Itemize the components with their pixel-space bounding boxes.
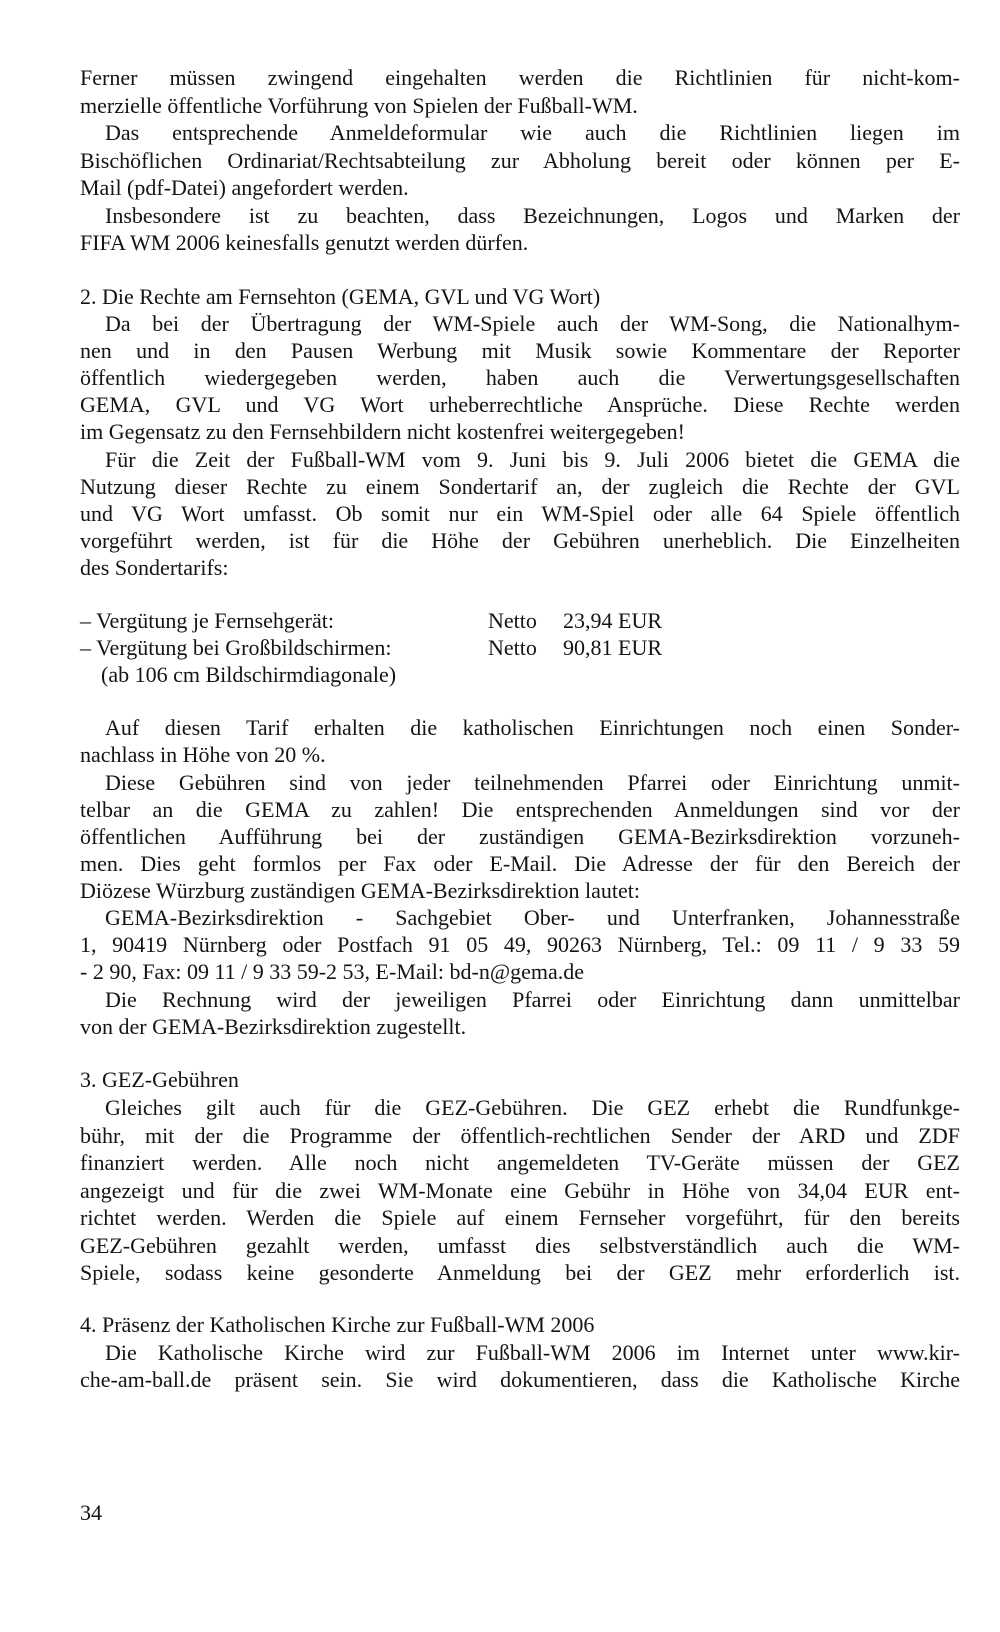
paragraph-line: nen und in den Pausen Werbung mit Musik sowie Kommentare der Reporter bbox=[80, 338, 960, 363]
paragraph-line: GEMA, GVL und VG Wort urheberrechtliche Ansprüche. Diese Rechte werden bbox=[80, 392, 960, 417]
paragraph-line: telbar an die GEMA zu zahlen! Die entsprechenden Anmeldungen sind vor der bbox=[80, 797, 960, 822]
intro-line: FIFA WM 2006 keinesfalls genutzt werden dürfen. bbox=[80, 230, 529, 255]
tarif-amount: 90,81 EUR bbox=[563, 635, 662, 660]
section-heading: 4. Präsenz der Katholischen Kirche zur Fußball-WM 2006 bbox=[80, 1312, 595, 1337]
address-line: - 2 90, Fax: 09 11 / 9 33 59-2 53, E-Mail: bd-n@gema.de bbox=[80, 959, 584, 984]
paragraph-line: nachlass in Höhe von 20 %. bbox=[80, 742, 326, 767]
paragraph-line: Da bei der Übertragung der WM-Spiele auch der WM-Song, die Nationalhym- bbox=[105, 311, 960, 336]
paragraph-line: des Sondertarifs: bbox=[80, 555, 229, 580]
paragraph-line: im Gegensatz zu den Fernsehbildern nicht kostenfrei weitergegeben! bbox=[80, 419, 685, 444]
paragraph-line: finanziert werden. Alle noch nicht angemeldeten TV-Geräte müssen der GEZ bbox=[80, 1150, 960, 1175]
page-number: 34 bbox=[80, 1500, 102, 1525]
intro-line: Das entsprechende Anmeldeformular wie auch die Richtlinien liegen im bbox=[105, 120, 960, 145]
address-line: 1, 90419 Nürnberg oder Postfach 91 05 49, 90263 Nürnberg, Tel.: 09 11 / 9 33 59 bbox=[80, 932, 960, 957]
paragraph-line: Spiele, sodass keine gesonderte Anmeldung bei der GEZ mehr erforderlich ist. bbox=[80, 1260, 960, 1285]
intro-line: Bischöflichen Ordinariat/Rechtsabteilung zur Abholung bereit oder können per E- bbox=[80, 148, 960, 173]
paragraph-line: öffentlich wiedergegeben werden, haben auch die Verwertungsgesellschaften bbox=[80, 365, 960, 390]
paragraph-line: Die Katholische Kirche wird zur Fußball-WM 2006 im Internet unter www.kir- bbox=[105, 1340, 960, 1365]
intro-line: Insbesondere ist zu beachten, dass Bezeichnungen, Logos und Marken der bbox=[105, 203, 960, 228]
section-heading: 3. GEZ-Gebühren bbox=[80, 1067, 239, 1092]
tarif-netto: Netto bbox=[488, 608, 537, 633]
tarif-amount: 23,94 EUR bbox=[563, 608, 662, 633]
paragraph-line: Für die Zeit der Fußball-WM vom 9. Juni bis 9. Juli 2006 bietet die GEMA die bbox=[105, 447, 960, 472]
paragraph-line: vorgeführt werden, ist für die Höhe der Gebühren unerheblich. Die Einzelheiten bbox=[80, 528, 960, 553]
paragraph-line: Auf diesen Tarif erhalten die katholischen Einrichtungen noch einen Sonder- bbox=[105, 715, 960, 740]
intro-line: Mail (pdf-Datei) angefordert werden. bbox=[80, 175, 409, 200]
paragraph-line: von der GEMA-Bezirksdirektion zugestellt. bbox=[80, 1014, 467, 1039]
paragraph-line: und VG Wort umfasst. Ob somit nur ein WM-Spiel oder alle 64 Spiele öffentlich bbox=[80, 501, 960, 526]
section-heading: 2. Die Rechte am Fernsehton (GEMA, GVL und VG Wort) bbox=[80, 284, 601, 309]
paragraph-line: GEZ-Gebühren gezahlt werden, umfasst dies selbstverständlich auch die WM- bbox=[80, 1233, 960, 1258]
paragraph-line: Diözese Würzburg zuständigen GEMA-Bezirksdirektion lautet: bbox=[80, 878, 641, 903]
paragraph-line: men. Dies geht formlos per Fax oder E-Mail. Die Adresse der für den Bereich der bbox=[80, 851, 960, 876]
intro-line: Ferner müssen zwingend eingehalten werden die Richtlinien für nicht-kom- bbox=[80, 65, 960, 90]
intro-line: merzielle öffentliche Vorführung von Spielen der Fußball-WM. bbox=[80, 93, 638, 118]
paragraph-line: öffentlichen Aufführung bei der zuständigen GEMA-Bezirksdirektion vorzuneh- bbox=[80, 824, 960, 849]
tarif-label: – Vergütung je Fernsehgerät: bbox=[80, 608, 334, 633]
paragraph-line: Nutzung dieser Rechte zu einem Sondertarif an, der zugleich die Rechte der GVL bbox=[80, 474, 960, 499]
tarif-note: (ab 106 cm Bildschirmdiagonale) bbox=[101, 662, 397, 687]
paragraph-line: angezeigt und für die zwei WM-Monate eine Gebühr in Höhe von 34,04 EUR ent- bbox=[80, 1178, 960, 1203]
tarif-label: – Vergütung bei Großbildschirmen: bbox=[80, 635, 392, 660]
paragraph-line: che-am-ball.de präsent sein. Sie wird dokumentieren, dass die Katholische Kirche bbox=[80, 1367, 960, 1392]
paragraph-line: richtet werden. Werden die Spiele auf einem Fernseher vorgeführt, für den bereits bbox=[80, 1205, 960, 1230]
paragraph-line: Die Rechnung wird der jeweiligen Pfarrei oder Einrichtung dann unmittelbar bbox=[105, 987, 960, 1012]
paragraph-line: Diese Gebühren sind von jeder teilnehmenden Pfarrei oder Einrichtung unmit- bbox=[105, 770, 960, 795]
paragraph-line: Gleiches gilt auch für die GEZ-Gebühren. Die GEZ erhebt die Rundfunkge- bbox=[105, 1095, 960, 1120]
paragraph-line: bühr, mit der die Programme der öffentlich-rechtlichen Sender der ARD und ZDF bbox=[80, 1123, 960, 1148]
address-line: GEMA-Bezirksdirektion - Sachgebiet Ober- und Unterfranken, Johannesstraße bbox=[105, 905, 960, 930]
tarif-netto: Netto bbox=[488, 635, 537, 660]
